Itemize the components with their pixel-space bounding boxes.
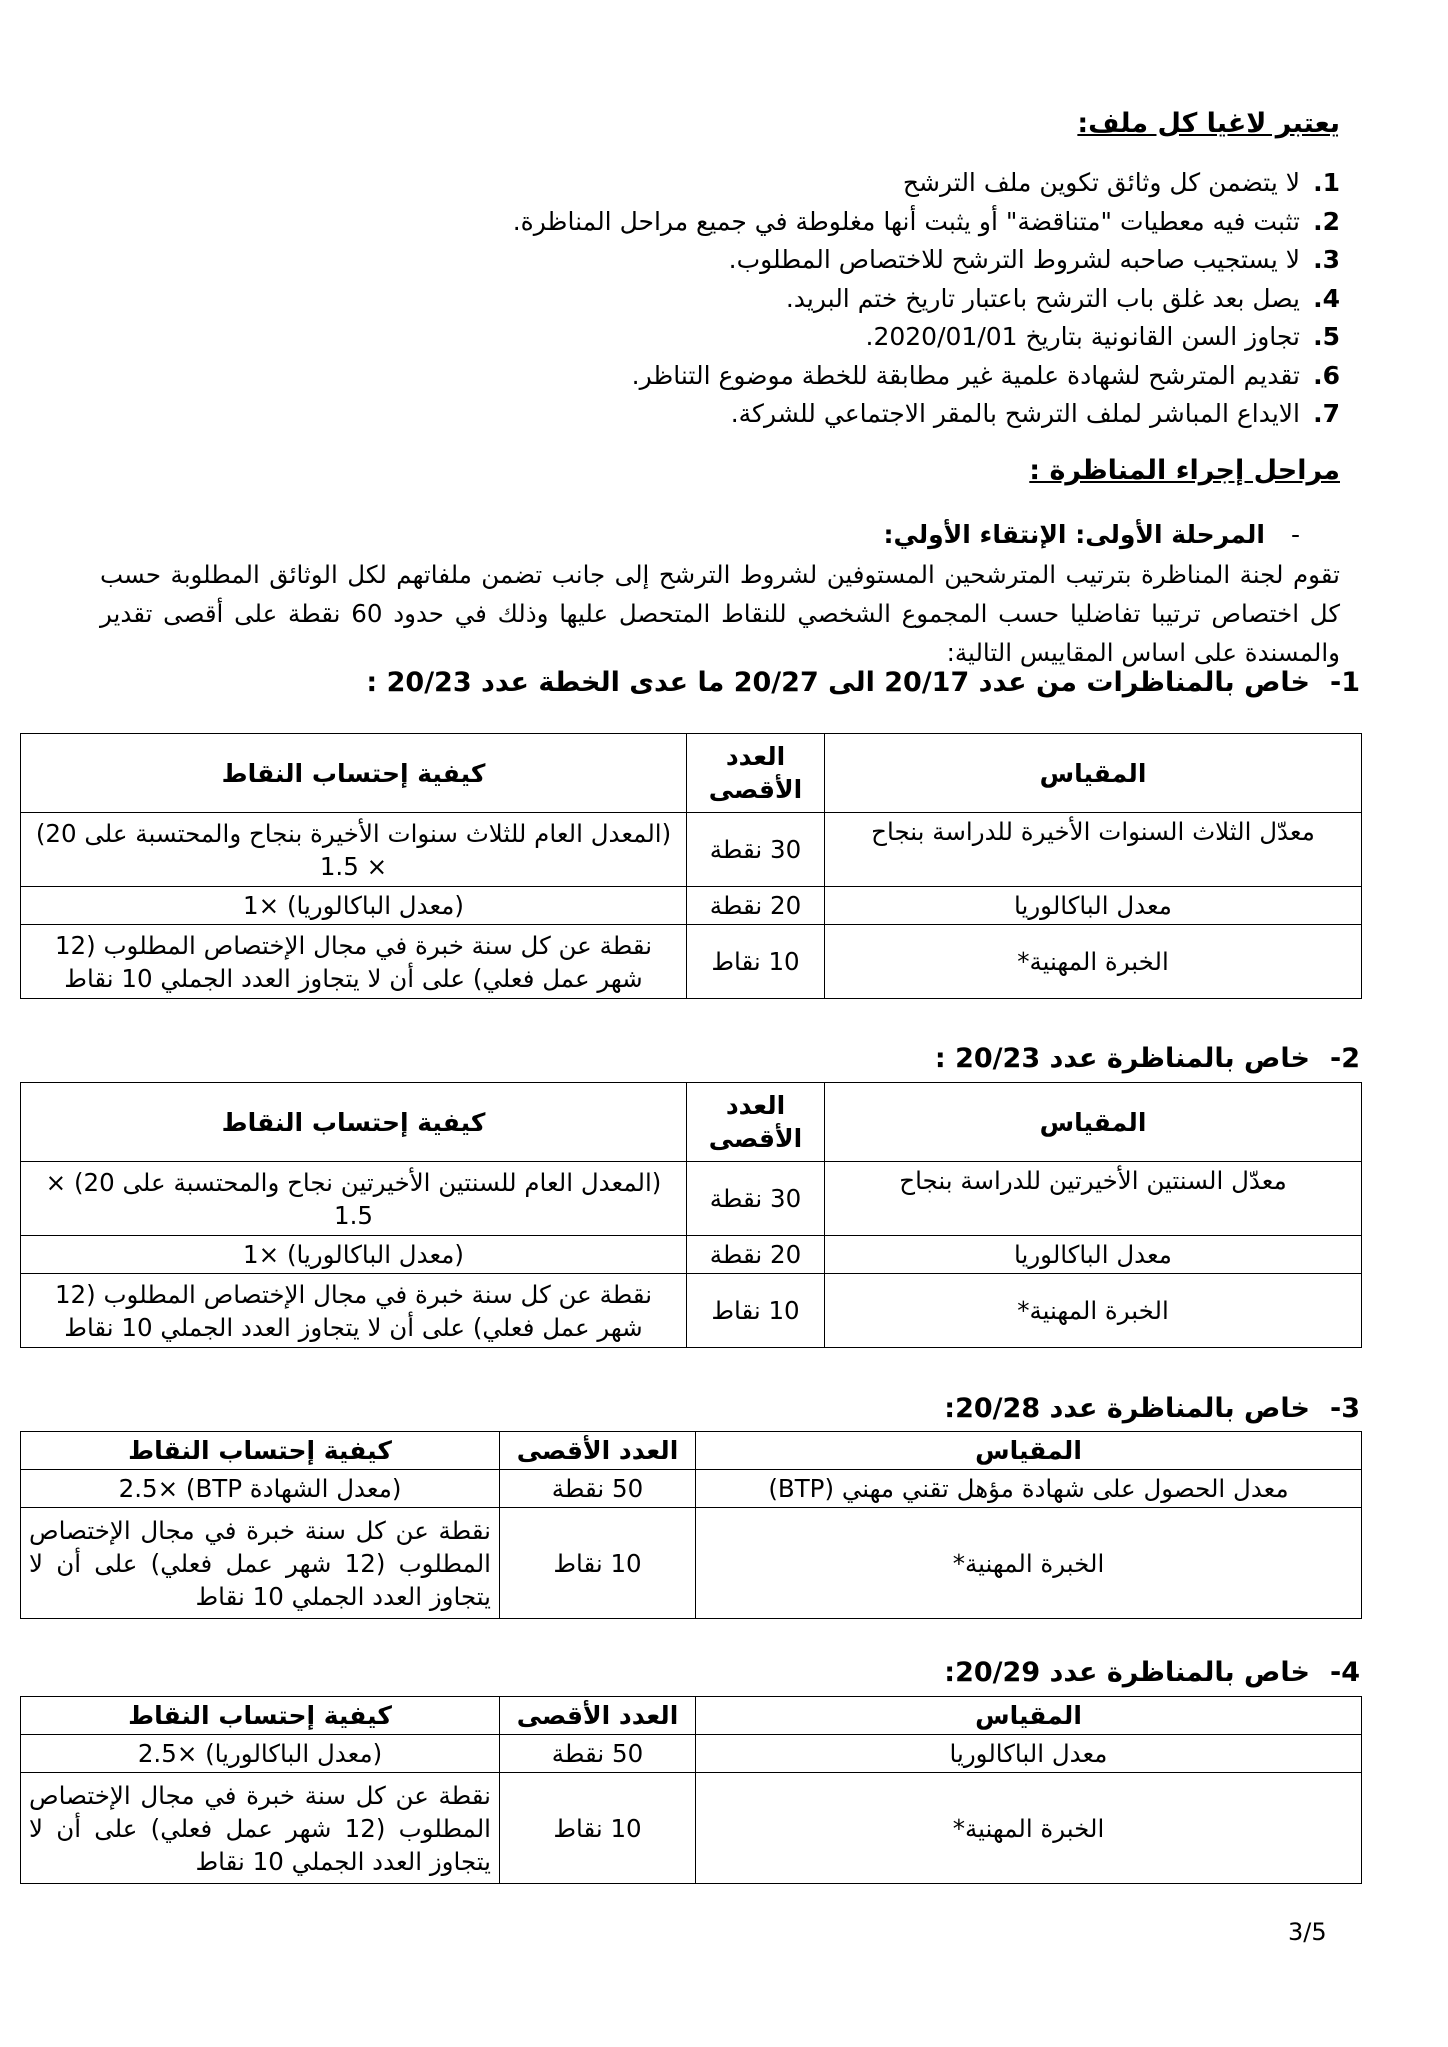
cell-criterion: معدل الباكالوريا — [825, 1236, 1362, 1274]
table3-heading — [944, 1393, 1360, 1424]
item-number: 7. — [1313, 399, 1340, 428]
stage1-heading — [883, 520, 1300, 549]
item-number: 2. — [1313, 206, 1340, 236]
list-item — [100, 322, 1340, 361]
cell-criterion: الخبرة المهنية* — [825, 1274, 1362, 1348]
cell-how: (المعدل العام للسنتين الأخيرتين نجاح والمحتسبة على 20) × 1.5 — [21, 1162, 687, 1236]
table2 — [20, 1082, 1362, 1348]
table4-number: 4- — [1329, 1657, 1360, 1688]
table-row — [21, 1236, 1362, 1274]
table-row — [21, 1470, 1362, 1508]
table-row — [21, 1162, 1362, 1236]
cell-criterion: معدل الباكالوريا — [696, 1735, 1362, 1773]
table1-number: 1- — [1329, 667, 1360, 698]
cell-max: 30 نقطة — [687, 813, 825, 887]
cell-how: نقطة عن كل سنة خبرة في مجال الإختصاص المطلوب (12 شهر عمل فعلي) على أن لا يتجاوز العدد الجملي 10 نقاط — [21, 1508, 500, 1619]
cell-how: نقطة عن كل سنة خبرة في مجال الإختصاص المطلوب (12 شهر عمل فعلي) على أن لا يتجاوز العدد الجملي 10 نقاط — [21, 1274, 687, 1348]
cell-max: 20 نقطة — [687, 1236, 825, 1274]
header-criterion: المقياس — [696, 1432, 1362, 1470]
item-number: 5. — [1313, 322, 1340, 351]
item-text: تقديم المترشح لشهادة علمية غير مطابقة للخطة موضوع التناظر. — [631, 360, 1300, 390]
item-number: 1. — [1313, 168, 1340, 197]
table-row — [21, 887, 1362, 925]
header-how: كيفية إحتساب النقاط — [21, 1697, 500, 1735]
list-item — [100, 245, 1340, 284]
cell-criterion: معدّل السنتين الأخيرتين للدراسة بنجاح — [825, 1162, 1362, 1236]
cell-criterion: الخبرة المهنية* — [825, 925, 1362, 999]
stage1-dash: - — [1290, 520, 1300, 549]
item-number: 6. — [1313, 360, 1340, 390]
table4-title: خاص بالمناظرة عدد 20/29: — [944, 1657, 1310, 1688]
item-number: 4. — [1313, 283, 1340, 313]
cell-max: 10 نقاط — [500, 1508, 696, 1619]
table2-title: خاص بالمناظرة عدد 20/23 : — [934, 1043, 1310, 1074]
header-how: كيفية إحتساب النقاط — [21, 1432, 500, 1470]
header-max: العدد الأقصى — [687, 734, 825, 813]
table-header-row — [21, 734, 1362, 813]
cell-criterion: الخبرة المهنية* — [696, 1508, 1362, 1619]
cancel-list — [100, 168, 1340, 438]
item-text: لا يتضمن كل وثائق تكوين ملف الترشح — [902, 168, 1300, 197]
cell-max: 50 نقطة — [500, 1735, 696, 1773]
header-max: العدد الأقصى — [500, 1697, 696, 1735]
table3-title: خاص بالمناظرة عدد 20/28: — [944, 1393, 1310, 1424]
table4-heading — [944, 1657, 1360, 1688]
cell-max: 20 نقطة — [687, 887, 825, 925]
cell-how: نقطة عن كل سنة خبرة في مجال الإختصاص المطلوب (12 شهر عمل فعلي) على أن لا يتجاوز العدد الجملي 10 نقاط — [21, 925, 687, 999]
list-item — [100, 168, 1340, 207]
list-item — [100, 399, 1340, 438]
header-max: العدد الأقصى — [500, 1432, 696, 1470]
cell-criterion: الخبرة المهنية* — [696, 1773, 1362, 1884]
header-how: كيفية إحتساب النقاط — [21, 1083, 687, 1162]
item-text: لا يستجيب صاحبه لشروط الترشح للاختصاص المطلوب. — [728, 245, 1300, 274]
table3-number: 3- — [1329, 1393, 1360, 1424]
stages-section-title: مراحل إجراء المناظرة : — [1029, 455, 1340, 486]
cell-how: (معدل الباكالوريا) ×1 — [21, 887, 687, 925]
stage1-title: المرحلة الأولى: الإنتقاء الأولي: — [883, 520, 1265, 549]
table-header-row — [21, 1083, 1362, 1162]
table1-title: خاص بالمناظرات من عدد 20/17 الى 20/27 ما عدى الخطة عدد 20/23 : — [366, 667, 1310, 698]
list-item — [100, 361, 1340, 400]
page-number: 3/5 — [1288, 1918, 1327, 1946]
list-item — [100, 207, 1340, 246]
cell-max: 50 نقطة — [500, 1470, 696, 1508]
table1 — [20, 733, 1362, 999]
table-row — [21, 925, 1362, 999]
cell-how: (المعدل العام للثلاث سنوات الأخيرة بنجاح والمحتسبة على 20) × 1.5 — [21, 813, 687, 887]
table-row — [21, 1773, 1362, 1884]
table2-number: 2- — [1329, 1043, 1360, 1074]
cell-max: 10 نقاط — [687, 925, 825, 999]
table-header-row — [21, 1432, 1362, 1470]
table4 — [20, 1696, 1362, 1884]
item-text: تجاوز السن القانونية بتاريخ 2020/01/01. — [865, 322, 1300, 351]
item-text: يصل بعد غلق باب الترشح باعتبار تاريخ ختم البريد. — [785, 283, 1300, 313]
cell-how: (معدل الشهادة BTP) ×2.5 — [21, 1470, 500, 1508]
cell-max: 10 نقاط — [500, 1773, 696, 1884]
item-number: 3. — [1313, 245, 1340, 274]
cell-max: 10 نقاط — [687, 1274, 825, 1348]
table-row — [21, 1735, 1362, 1773]
table3 — [20, 1431, 1362, 1619]
cell-how: (معدل الباكالوريا) ×2.5 — [21, 1735, 500, 1773]
cell-criterion: معدل الباكالوريا — [825, 887, 1362, 925]
table2-heading — [935, 1043, 1360, 1074]
header-criterion: المقياس — [825, 1083, 1362, 1162]
cell-criterion: معدل الحصول على شهادة مؤهل تقني مهني (BTP) — [696, 1470, 1362, 1508]
table-row — [21, 1508, 1362, 1619]
header-criterion: المقياس — [696, 1697, 1362, 1735]
header-how: كيفية إحتساب النقاط — [21, 734, 687, 813]
stage1-paragraph: تقوم لجنة المناظرة بترتيب المترشحين المستوفين لشروط الترشح إلى جانب تضمن ملفاتهم لكل الوثائق المطلوبة حسب كل اختصاص ترتيبا تفاضليا حسب المجموع الشخصي للنقاط المتحصل عليها وذلك في حدود 60 نقطة على أقصى تقدير والمسندة على اساس المقاييس التالية: — [100, 560, 1340, 667]
item-text: تثبت فيه معطيات "متناقضة" أو يثبت أنها مغلوطة في جميع مراحل المناظرة. — [512, 206, 1300, 236]
cell-criterion: معدّل الثلاث السنوات الأخيرة للدراسة بنجاح — [825, 813, 1362, 887]
cell-how: (معدل الباكالوريا) ×1 — [21, 1236, 687, 1274]
table-row — [21, 813, 1362, 887]
table-row — [21, 1274, 1362, 1348]
item-text: الايداع المباشر لملف الترشح بالمقر الاجتماعي للشركة. — [730, 399, 1300, 428]
header-criterion: المقياس — [825, 734, 1362, 813]
table1-heading — [366, 667, 1360, 698]
cancel-section-title: يعتبر لاغيا كل ملف: — [1077, 108, 1340, 139]
list-item — [100, 284, 1340, 323]
table-header-row — [21, 1697, 1362, 1735]
cell-how: نقطة عن كل سنة خبرة في مجال الإختصاص المطلوب (12 شهر عمل فعلي) على أن لا يتجاوز العدد الجملي 10 نقاط — [21, 1773, 500, 1884]
header-max: العدد الأقصى — [687, 1083, 825, 1162]
cell-max: 30 نقطة — [687, 1162, 825, 1236]
